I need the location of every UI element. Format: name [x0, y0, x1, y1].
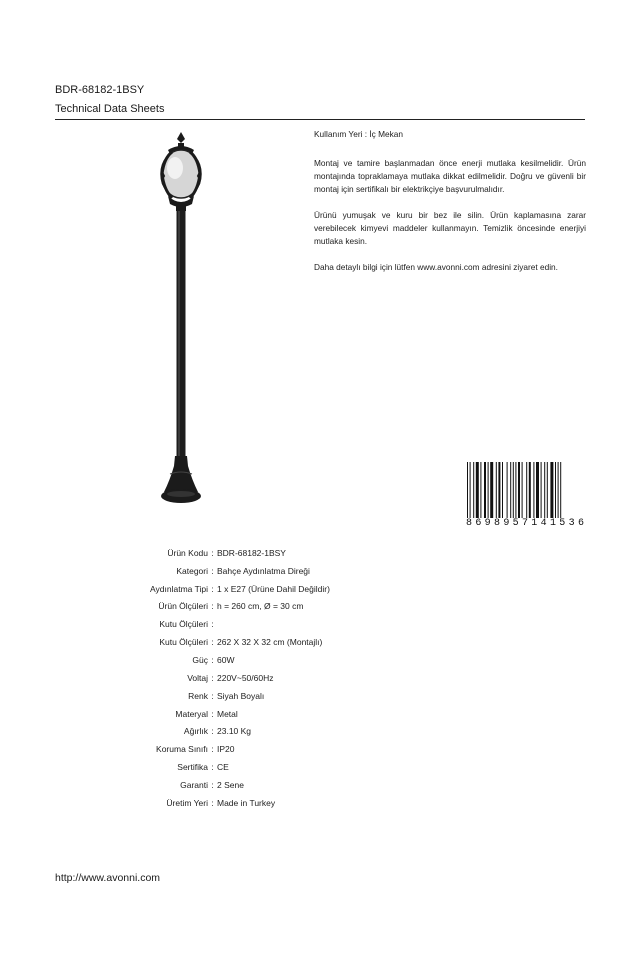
- barcode-digit: 6: [475, 518, 482, 529]
- spec-value: BDR-68182-1BSY: [217, 547, 286, 558]
- spec-row-origin: [80, 794, 417, 812]
- spec-label: Güç: [192, 654, 208, 665]
- usage-location-text: Kullanım Yeri : İç Mekan: [314, 129, 404, 139]
- spec-row-box-dimensions-assembled: [80, 633, 417, 651]
- spec-row-material: [80, 705, 417, 723]
- spec-label: Aydınlatma Tipi: [150, 583, 208, 594]
- spec-row-box-dimensions: [80, 615, 417, 633]
- spec-label: Garanti: [180, 779, 208, 790]
- spec-value: Metal: [217, 708, 238, 719]
- barcode-digit: 4: [540, 518, 547, 529]
- spec-separator: :: [211, 726, 214, 737]
- spec-value: 262 X 32 X 32 cm (Montajlı): [217, 637, 323, 648]
- barcode-digit: 3: [568, 518, 575, 529]
- spec-separator: :: [211, 744, 214, 755]
- lamp-post-image: [150, 130, 212, 510]
- spec-row-protection-class: [80, 740, 417, 758]
- spec-separator: :: [211, 637, 214, 648]
- spec-separator: :: [211, 762, 214, 773]
- barcode-digit: 7: [521, 518, 528, 529]
- document-subtitle: Technical Data Sheets: [55, 103, 165, 115]
- spec-label: Ağırlık: [183, 726, 208, 737]
- product-code-heading: BDR-68182-1BSY: [55, 84, 145, 96]
- barcode-digit: 9: [503, 518, 510, 529]
- barcode-digits: [466, 518, 584, 529]
- barcode-digit: 1: [531, 518, 538, 529]
- spec-separator: :: [211, 708, 214, 719]
- spec-label: Ürün Ölçüleri: [158, 601, 208, 612]
- spec-separator: :: [211, 797, 214, 808]
- spec-row-product-dimensions: [80, 598, 417, 616]
- spec-separator: :: [211, 779, 214, 790]
- spec-value: 1 x E27 (Ürüne Dahil Değildir): [217, 583, 330, 594]
- spec-row-color: [80, 687, 417, 705]
- spec-value: CE: [217, 762, 229, 773]
- barcode-digit: 1: [549, 518, 556, 529]
- barcode-digit: 8: [466, 518, 473, 529]
- spec-value: 220V~50/60Hz: [217, 672, 274, 683]
- spec-value: Made in Turkey: [217, 797, 276, 808]
- spec-label: Kategori: [176, 565, 208, 576]
- barcode-digit: 5: [512, 518, 519, 529]
- barcode-digit: 5: [559, 518, 566, 529]
- header-divider: [55, 119, 585, 120]
- spec-separator: :: [211, 601, 214, 612]
- spec-row-voltage: [80, 669, 417, 687]
- barcode-digit: 6: [577, 518, 584, 529]
- spec-separator: :: [211, 690, 214, 701]
- spec-row-weight: [80, 722, 417, 740]
- spec-separator: :: [211, 565, 214, 576]
- spec-separator: :: [211, 619, 214, 630]
- spec-row-certificate: [80, 758, 417, 776]
- spec-separator: :: [211, 672, 214, 683]
- spec-value: h = 260 cm, Ø = 30 cm: [217, 601, 304, 612]
- spec-label: Materyal: [175, 708, 208, 719]
- spec-row-warranty: [80, 776, 417, 794]
- spec-separator: :: [211, 654, 214, 665]
- spec-label: Voltaj: [187, 672, 208, 683]
- website-info-text: Daha detaylı bilgi için lütfen www.avonni.com adresini ziyaret edin.: [314, 262, 558, 272]
- spec-value: 60W: [217, 654, 235, 665]
- spec-value: IP20: [217, 744, 235, 755]
- spec-row-category: [80, 562, 417, 580]
- cleaning-instruction-text: Ürünü yumuşak ve kuru bir bez ile silin. Ürün kaplamasına zarar verebilecek kimyevi maddeler kullanmayın. Temizlik öncesinde enerjiyi mutlaka kesin.: [314, 210, 586, 246]
- spec-label: Üretim Yeri: [166, 797, 208, 808]
- barcode-digit: 8: [493, 518, 500, 529]
- spec-label: Ürün Kodu: [167, 547, 208, 558]
- spec-table: [80, 544, 417, 812]
- product-info-block: [314, 128, 586, 287]
- spec-separator: :: [211, 583, 214, 594]
- spec-row-product-code: [80, 544, 417, 562]
- spec-value: 2 Sene: [217, 779, 244, 790]
- spec-separator: :: [211, 547, 214, 558]
- spec-row-power: [80, 651, 417, 669]
- spec-label: Koruma Sınıfı: [156, 744, 208, 755]
- spec-label: Kutu Ölçüleri: [159, 619, 208, 630]
- footer-website-link[interactable]: http://www.avonni.com: [55, 872, 161, 884]
- spec-value: Siyah Boyalı: [217, 690, 265, 701]
- spec-label: Sertifika: [177, 762, 208, 773]
- spec-value: 23.10 Kg: [217, 726, 252, 737]
- barcode-digit: 9: [484, 518, 491, 529]
- spec-row-lighting-type: [80, 580, 417, 598]
- spec-label: Renk: [188, 690, 208, 701]
- spec-label: Kutu Ölçüleri: [159, 637, 208, 648]
- safety-instruction-text: Montaj ve tamire başlanmadan önce enerji mutlaka kesilmelidir. Ürün montajında topraklamaya mutlaka dikkat edilmelidir. Doğru ve güvenli bir montaj için sertifikalı bir elektrikçiye başvurulmalıdır.: [314, 158, 586, 194]
- spec-value: Bahçe Aydınlatma Direği: [217, 565, 310, 576]
